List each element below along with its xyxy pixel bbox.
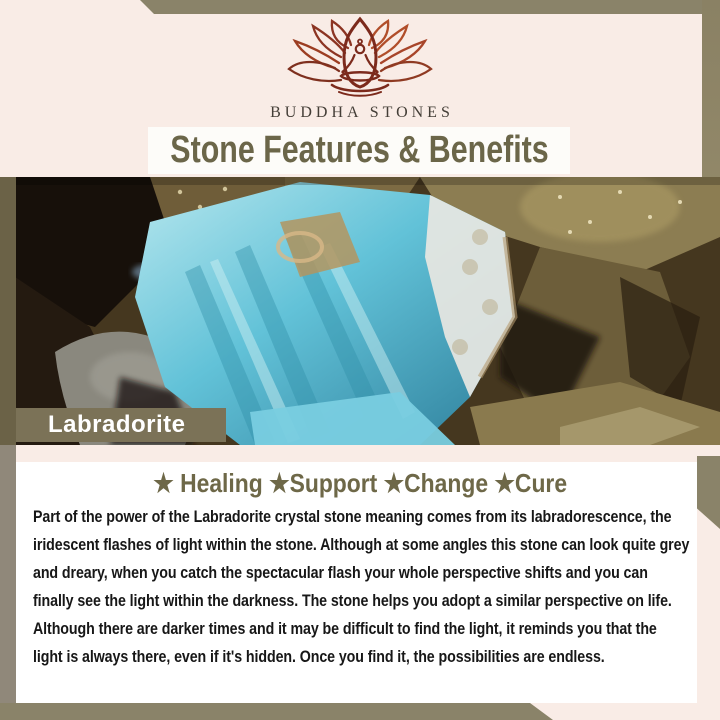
ribbon-top [0, 0, 720, 14]
brand-wordmark: BUDDHA STONES [270, 104, 454, 121]
labradorite-photo-illustration [0, 177, 720, 445]
stone-name-label: Labradorite [16, 408, 226, 442]
description-paragraph: Part of the power of the Labradorite crystal stone meaning comes from its labradorescence, the iridescent flashes of light within the stone. Although at some angles this stone can look quite grey and dreary, when you catch the spectacular flash your whole perspective shifts and you can finally see the light within the darkness. The stone helps you adopt a similar perspective on life. Although there are darker times and it may be difficult to find the light, it reminds you that the light is always there, even if it's hidden. Once you find it, the possibilities are endless. [33, 508, 690, 666]
edge-border-left-upper [0, 177, 16, 445]
ribbon-bottom [0, 703, 720, 720]
section-title-banner [148, 127, 570, 174]
stone-photo [0, 177, 720, 445]
benefits-heading-text: ★ Healing ★Support ★Change ★Cure [153, 468, 567, 498]
section-title: Stone Features & Benefits [169, 129, 549, 171]
benefits-heading [0, 468, 720, 499]
lotus-meditation-icon [283, 16, 437, 100]
